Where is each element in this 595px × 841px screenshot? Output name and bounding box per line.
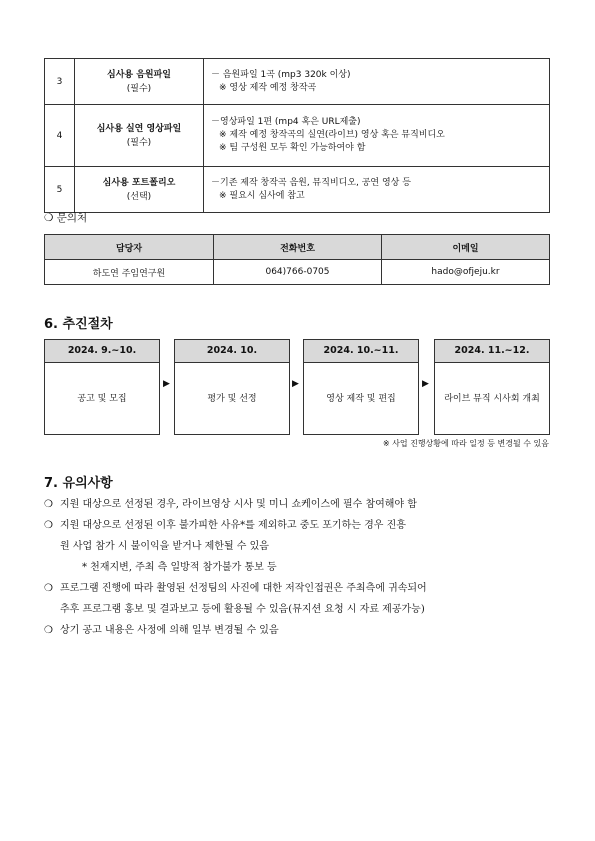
note-text: 지원 대상으로 선정된 경우, 라이브영상 시사 및 미니 쇼케이스에 필수 참여해야 함 xyxy=(60,499,417,510)
desc-note: ※ 필요시 심사에 참고 xyxy=(219,190,305,201)
procedure-step xyxy=(174,339,290,435)
list-item xyxy=(44,494,554,515)
column-header: 전화번호 xyxy=(214,235,382,260)
inquiry-label xyxy=(44,210,87,225)
procedure-step xyxy=(434,339,550,435)
bullet-icon: ❍ xyxy=(44,625,53,636)
schedule-note: ※ 사업 진행상황에 따라 일정 등 변경될 수 있음 xyxy=(382,439,549,448)
row-number: 4 xyxy=(45,105,75,167)
list-item xyxy=(44,578,554,620)
step-label: 라이브 뮤직 시사회 개최 xyxy=(434,363,550,435)
item-cell xyxy=(75,167,204,213)
item-requirement: (선택) xyxy=(126,191,152,202)
procedure-step xyxy=(44,339,160,435)
item-description xyxy=(204,59,550,105)
procedure-step xyxy=(303,339,419,435)
item-description xyxy=(204,105,550,167)
column-header: 이메일 xyxy=(382,235,550,260)
table-row xyxy=(45,167,550,213)
step-date: 2024. 9.~10. xyxy=(44,339,160,363)
step-label: 공고 및 모집 xyxy=(44,363,160,435)
table-row xyxy=(45,105,550,167)
desc-line: －기존 제작 창작곡 음원, 뮤직비디오, 공연 영상 등 xyxy=(211,177,411,188)
row-number: 5 xyxy=(45,167,75,213)
contact-person: 하도연 주임연구원 xyxy=(45,260,214,285)
item-cell xyxy=(75,59,204,105)
table-row xyxy=(45,260,550,285)
note-text: 프로그램 진행에 따라 촬영된 선정팀의 사진에 대한 저작인접권은 주최측에 귀속되어 xyxy=(60,583,427,594)
note-text-continued: 원 사업 참가 시 불이익을 받거나 제한될 수 있음 xyxy=(60,541,269,552)
note-text-continued: 추후 프로그램 홍보 및 결과보고 등에 활용될 수 있음(뮤지션 요청 시 자료 제공가능) xyxy=(60,604,425,615)
bullet-icon: ❍ xyxy=(44,212,54,224)
step-label: 영상 제작 및 편집 xyxy=(303,363,419,435)
desc-line: －영상파일 1편 (mp4 혹은 URL제출) xyxy=(211,117,361,127)
bullet-icon: ❍ xyxy=(44,520,53,531)
contact-table xyxy=(44,234,550,285)
step-date: 2024. 11.~12. xyxy=(434,339,550,363)
contact-phone: 064)766-0705 xyxy=(214,260,382,285)
item-requirement: (필수) xyxy=(126,83,152,94)
table-row xyxy=(45,59,550,105)
inquiry-text: 문의처 xyxy=(56,212,88,224)
item-description xyxy=(204,167,550,213)
bullet-icon: ❍ xyxy=(44,499,53,510)
column-header: 담당자 xyxy=(45,235,214,260)
arrow-right-icon: ▶ xyxy=(292,379,299,389)
contact-email[interactable]: hado@ofjeju.kr xyxy=(382,260,550,285)
list-item xyxy=(44,515,554,557)
item-title: 심사용 실연 영상파일 xyxy=(96,123,182,134)
item-cell xyxy=(75,105,204,167)
note-text: 지원 대상으로 선정된 이후 불가피한 사유*를 제외하고 중도 포기하는 경우 진흥 xyxy=(60,520,406,531)
step-label: 평가 및 선정 xyxy=(174,363,290,435)
item-title: 심사용 포트폴리오 xyxy=(102,177,176,188)
desc-note: ※ 제작 예정 창작곡의 실연(라이브) 영상 혹은 뮤직비디오 xyxy=(219,130,445,140)
row-number: 3 xyxy=(45,59,75,105)
arrow-right-icon: ▶ xyxy=(422,379,429,389)
item-requirement: (필수) xyxy=(126,137,152,148)
section-title-notes: 7. 유의사항 xyxy=(44,476,113,491)
step-date: 2024. 10. xyxy=(174,339,290,363)
desc-line: － 음원파일 1곡 (mp3 320k 이상) xyxy=(211,69,351,80)
item-title: 심사용 음원파일 xyxy=(107,69,171,80)
bullet-icon: ❍ xyxy=(44,583,53,594)
notes-list xyxy=(44,494,554,641)
note-footnote: * 천재지변, 주최 측 일방적 참가불가 통보 등 xyxy=(82,562,277,573)
note-text: 상기 공고 내용은 사정에 의해 일부 변경될 수 있음 xyxy=(60,625,279,636)
step-date: 2024. 10.~11. xyxy=(303,339,419,363)
submission-table xyxy=(44,58,550,213)
section-title-procedure: 6. 추진절차 xyxy=(44,317,113,332)
desc-note: ※ 영상 제작 예정 창작곡 xyxy=(219,82,317,93)
table-header-row xyxy=(45,235,550,260)
arrow-right-icon: ▶ xyxy=(163,379,170,389)
list-item xyxy=(44,620,554,641)
desc-note: ※ 팀 구성원 모두 확인 가능하여야 함 xyxy=(219,143,366,153)
